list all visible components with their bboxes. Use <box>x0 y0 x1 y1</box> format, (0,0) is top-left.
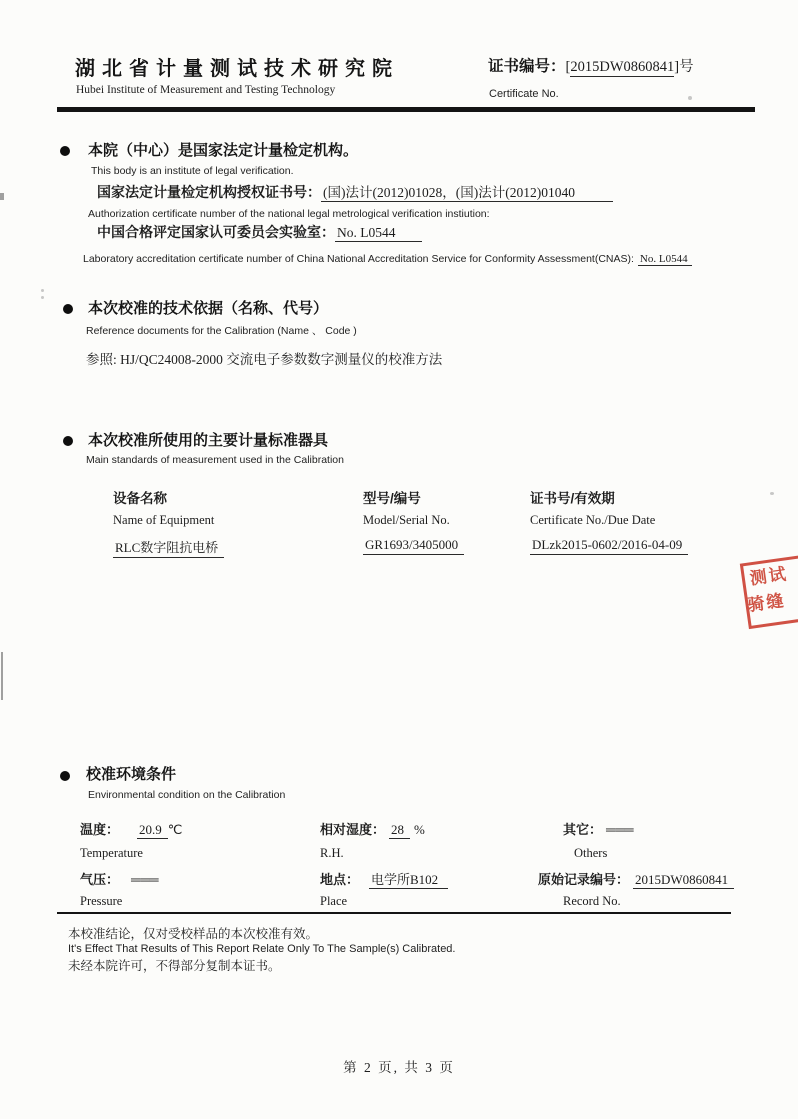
header-divider <box>57 107 755 112</box>
certificate-header-en: Certificate No./Due Date <box>530 513 656 527</box>
record-label-cn: 原始记录编号： <box>538 872 630 887</box>
section-reference-title-cn: 本次校准的技术依据（名称、代号） <box>88 300 329 317</box>
scan-artifact <box>1 652 3 700</box>
scan-artifact <box>41 289 44 292</box>
cnas-lab-field <box>97 222 422 242</box>
standards-col-certificate <box>530 487 755 555</box>
temperature-label-cn: 温度： <box>80 822 120 837</box>
section-environment-title-en: Environmental condition on the Calibration <box>88 789 286 801</box>
validity-note-cn: 本校准结论，仅对受校样品的本次校准有效。 <box>68 927 319 941</box>
place-label-en: Place <box>320 894 348 908</box>
temperature-unit: ℃ <box>167 822 183 837</box>
cnas-lab-value: No. L0544 <box>335 225 422 242</box>
humidity-unit: % <box>414 822 425 837</box>
humidity-label-en: R.H. <box>320 846 344 860</box>
scan-artifact <box>688 96 692 100</box>
cnas-accreditation-value-en: No. L0544 <box>638 253 692 266</box>
scan-artifact <box>41 296 44 299</box>
page-number: 第 2 页, 共 3 页 <box>343 1060 455 1075</box>
pressure-label-en: Pressure <box>80 894 123 908</box>
equipment-header-en: Name of Equipment <box>113 513 215 527</box>
humidity-value: 28 <box>389 822 410 839</box>
cnas-accreditation-label-en: Laboratory accreditation certificate number of China National Accreditation Service for Conformity Assessment(CNAS): <box>83 253 634 265</box>
equipment-value: RLC数字阻抗电桥 <box>113 537 224 558</box>
standards-col-equipment <box>113 487 358 558</box>
others-value: ═══ <box>606 822 634 837</box>
env-humidity-field <box>320 819 425 839</box>
environment-divider <box>57 912 731 914</box>
env-temperature-field <box>80 819 182 839</box>
temperature-value: 20.9 <box>137 822 168 839</box>
place-label-cn: 地点： <box>320 872 360 887</box>
red-seam-stamp <box>740 553 798 629</box>
pressure-value: ═══ <box>131 872 159 887</box>
section-reference-title-en: Reference documents for the Calibration (Name 、 Code ) <box>86 325 357 337</box>
certificate-no-bracket-close: ]号 <box>674 59 694 75</box>
humidity-label-cn: 相对湿度： <box>320 822 386 837</box>
institute-name-cn: 湖北省计量测试技术研究院 <box>75 58 399 80</box>
bullet-icon <box>63 304 73 314</box>
cnas-lab-label-cn: 中国合格评定国家认可委员会实验室： <box>97 226 335 241</box>
record-value: 2015DW0860841 <box>633 872 734 889</box>
reference-document-text: 参照: HJ/QC24008-2000 交流电子参数数字测量仪的校准方法 <box>86 352 443 367</box>
env-pressure-field <box>80 869 159 889</box>
copy-restriction-note-cn: 未经本院许可，不得部分复制本证书。 <box>68 959 281 973</box>
stamp-line-1: 测试 <box>748 564 789 589</box>
pressure-label-cn: 气压： <box>80 872 120 887</box>
validity-note-en: It's Effect That Results of This Report Relate Only To The Sample(s) Calibrated. <box>68 943 456 955</box>
section-standards-title-en: Main standards of measurement used in the Calibration <box>86 454 344 466</box>
equipment-header-cn: 设备名称 <box>113 491 167 506</box>
authorization-cert-value: (国)法计(2012)01028，(国)法计(2012)01040 <box>321 185 613 202</box>
bullet-icon <box>60 146 70 156</box>
model-header-cn: 型号/编号 <box>363 491 421 506</box>
section-legal-title-en: This body is an institute of legal verification. <box>91 165 294 177</box>
model-header-en: Model/Serial No. <box>363 513 450 527</box>
certificate-no-bracket-open: [ <box>565 59 571 75</box>
temperature-label-en: Temperature <box>80 846 143 860</box>
scan-artifact <box>0 193 4 200</box>
authorization-cert-label-en: Authorization certificate number of the national legal metrological verification instiution: <box>88 208 490 220</box>
model-value: GR1693/3405000 <box>363 537 464 555</box>
section-standards-title-cn: 本次校准所使用的主要计量标准器具 <box>88 432 329 449</box>
certificate-no-value: 2015DW0860841 <box>570 59 675 75</box>
section-legal-title-cn: 本院（中心）是国家法定计量检定机构。 <box>88 142 359 159</box>
others-label-cn: 其它： <box>563 822 603 837</box>
certificate-value: DLzk2015-0602/2016-04-09 <box>530 537 688 555</box>
place-value: 电学所B102 <box>369 872 448 889</box>
standards-col-model <box>363 487 523 555</box>
cnas-accreditation-line <box>83 249 692 267</box>
scan-artifact <box>770 492 774 495</box>
bullet-icon <box>60 771 70 781</box>
env-place-field <box>320 869 448 889</box>
bullet-icon <box>63 436 73 446</box>
authorization-cert-field <box>97 181 613 202</box>
stamp-line-2: 骑缝 <box>746 591 787 616</box>
certificate-header-cn: 证书号/有效期 <box>530 491 615 506</box>
others-label-en: Others <box>574 846 608 860</box>
certificate-no-label-cn: 证书编号： <box>488 58 566 75</box>
authorization-cert-label-cn: 国家法定计量检定机构授权证书号： <box>97 186 321 201</box>
certificate-no-label-en: Certificate No. <box>489 88 559 100</box>
record-label-en: Record No. <box>563 894 621 908</box>
section-environment-title-cn: 校准环境条件 <box>86 766 177 783</box>
env-record-field <box>538 869 734 889</box>
certificate-number-block <box>488 54 694 77</box>
institute-name-en: Hubei Institute of Measurement and Testing Technology <box>76 84 336 96</box>
env-others-field <box>563 819 634 839</box>
